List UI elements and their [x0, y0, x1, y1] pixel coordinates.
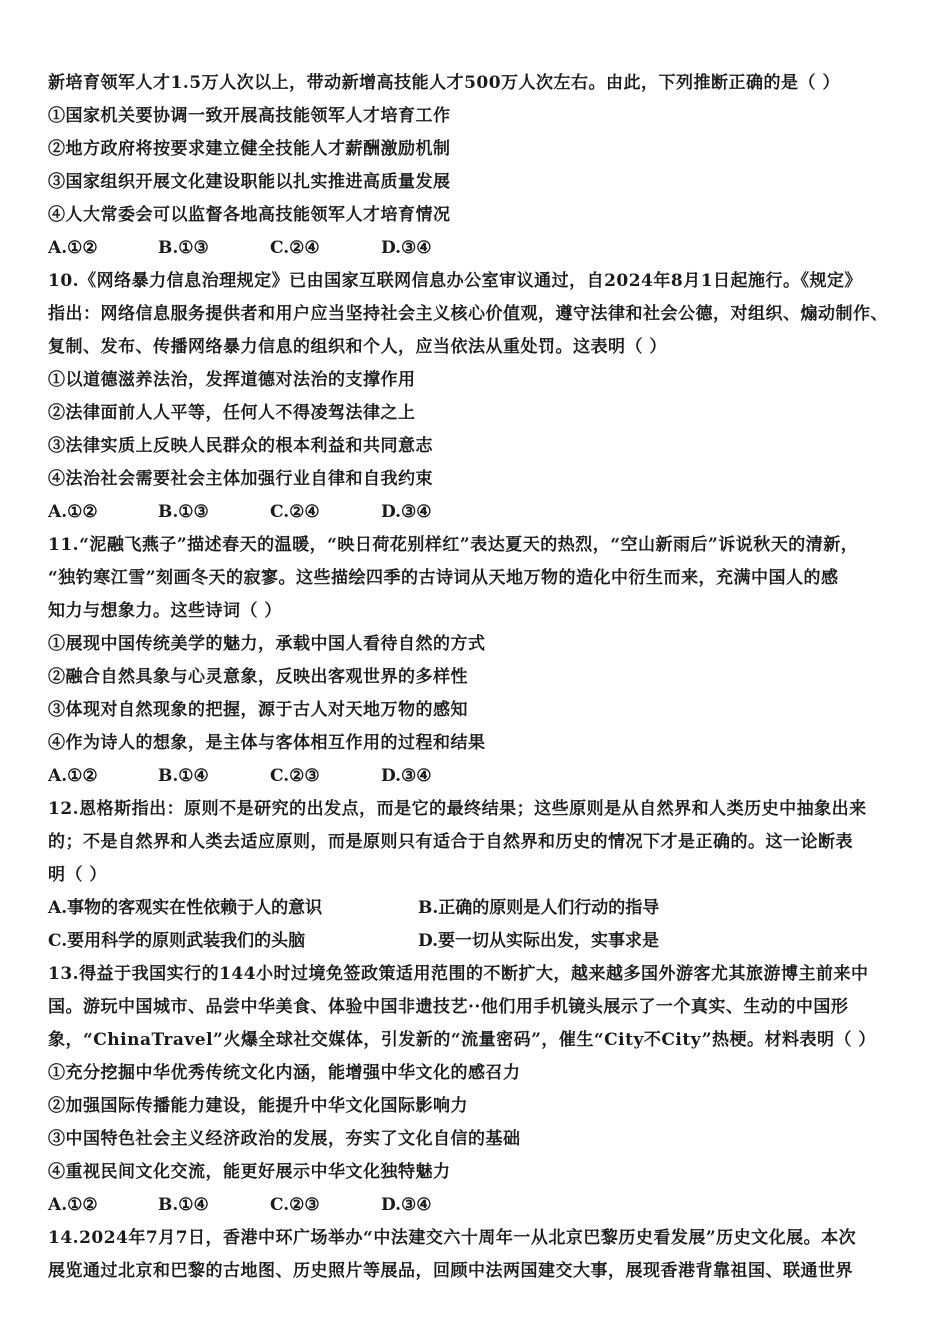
q11-stem-2: “独钓寒江雪”刻画冬天的寂寥。这些描绘四季的古诗词从天地万物的造化中衍生而来，充满中国人的感 [48, 568, 839, 588]
q10-stem-3: 复制、发布、传播网络暴力信息的组织和个人，应当依法从重处罚。这表明（ ） [48, 337, 667, 357]
q13-option-d: D.③④ [381, 1195, 432, 1215]
q13-option-a: A.①② [48, 1195, 98, 1215]
q9-item-3: ③国家组织开展文化建设职能以扎实推进高质量发展 [48, 172, 451, 192]
q10-item-4: ④法治社会需要社会主体加强行业自律和自我约束 [48, 469, 433, 489]
q10-item-1: ①以道德滋养法治，发挥道德对法治的支撑作用 [48, 370, 416, 390]
q10-stem-2: 指出：网络信息服务提供者和用户应当坚持社会主义核心价值观，遵守法律和社会公德，对组织、煽动制作、 [48, 304, 888, 324]
q11-item-1: ①展现中国传统美学的魅力，承载中国人看待自然的方式 [48, 634, 486, 654]
q9-option-c: C.②④ [270, 238, 320, 258]
q13-item-3: ③中国特色社会主义经济政治的发展，夯实了文化自信的基础 [48, 1129, 521, 1149]
q10-item-3: ③法律实质上反映人民群众的根本利益和共同意志 [48, 436, 433, 456]
q9-item-4: ④人大常委会可以监督各地高技能领军人才培育情况 [48, 205, 451, 225]
q11-stem-1: 11.“泥融飞燕子”描述春天的温暖，“映日荷花别样红”表达夏天的热烈，“空山新雨后”诉说秋天的清新， [48, 535, 859, 555]
q13-item-1: ①充分挖掘中华优秀传统文化内涵，能增强中华文化的感召力 [48, 1063, 521, 1083]
q13-stem-2: 国。游玩中国城市、品尝中华美食、体验中国非遗技艺··他们用手机镜头展示了一个真实、生动的中国形 [48, 997, 849, 1017]
q10-option-a: A.①② [48, 502, 98, 522]
q13-item-2: ②加强国际传播能力建设，能提升中华文化国际影响力 [48, 1096, 468, 1116]
q13-item-4: ④重视民间文化交流，能更好展示中华文化独特魅力 [48, 1162, 451, 1182]
q9-option-b: B.①③ [158, 238, 209, 258]
q11-item-3: ③体现对自然现象的把握，源于古人对天地万物的感知 [48, 700, 468, 720]
q11-option-b: B.①④ [158, 766, 209, 786]
q13-stem-3: 象，“ChinaTravel”火爆全球社交媒体，引发新的“流量密码”，催生“City不City”热梗。材料表明（ ） [48, 1030, 876, 1050]
q11-option-c: C.②③ [270, 766, 320, 786]
q9-item-2: ②地方政府将按要求建立健全技能人才薪酬激励机制 [48, 139, 451, 159]
q10-stem-1: 10.《网络暴力信息治理规定》已由国家互联网信息办公室审议通过，自2024年8月1日起施行。《规定》 [48, 271, 863, 291]
q10-option-c: C.②④ [270, 502, 320, 522]
q9-option-a: A.①② [48, 238, 98, 258]
q14-stem-1: 14.2024年7月7日，香港中环广场举办“中法建交六十周年一从北京巴黎历史看发展”历史文化展。本次 [48, 1228, 857, 1248]
q13-stem-1: 13.得益于我国实行的144小时过境免签政策适用范围的不断扩大，越来越多国外游客尤其旅游博主前来中 [48, 964, 869, 984]
q12-option-b: B.正确的原则是人们行动的指导 [418, 898, 660, 918]
q13-option-b: B.①④ [158, 1195, 209, 1215]
q12-stem-2: 的；不是自然界和人类去适应原则，而是原则只有适合于自然界和历史的情况下才是正确的。这一论断表 [48, 832, 853, 852]
q11-option-a: A.①② [48, 766, 98, 786]
q11-item-2: ②融合自然具象与心灵意象，反映出客观世界的多样性 [48, 667, 468, 687]
q12-stem-3: 明（ ） [48, 865, 107, 885]
q13-option-c: C.②③ [270, 1195, 320, 1215]
q12-option-a: A.事物的客观实在性依赖于人的意识 [48, 898, 323, 918]
q10-option-b: B.①③ [158, 502, 209, 522]
q10-item-2: ②法律面前人人平等，任何人不得凌驾法律之上 [48, 403, 416, 423]
q12-stem-1: 12.恩格斯指出：原则不是研究的出发点，而是它的最终结果；这些原则是从自然界和人类历史中抽象出来 [48, 799, 867, 819]
q12-option-d: D.要一切从实际出发，实事求是 [418, 931, 660, 951]
q11-stem-3: 知力与想象力。这些诗词（ ） [48, 601, 282, 621]
q11-item-4: ④作为诗人的想象，是主体与客体相互作用的过程和结果 [48, 733, 486, 753]
q11-option-d: D.③④ [381, 766, 432, 786]
q14-stem-2: 展览通过北京和巴黎的古地图、历史照片等展品，回顾中法两国建交大事，展现香港背靠祖国、联通世界 [48, 1261, 853, 1281]
q12-option-c: C.要用科学的原则武装我们的头脑 [48, 931, 306, 951]
q9-option-d: D.③④ [381, 238, 432, 258]
q10-option-d: D.③④ [381, 502, 432, 522]
q9-stem-tail: 新培育领军人才1.5万人次以上，带动新增高技能人才500万人次左右。由此，下列推断正确的是（ ） [48, 73, 840, 93]
q9-item-1: ①国家机关要协调一致开展高技能领军人才培育工作 [48, 106, 451, 126]
